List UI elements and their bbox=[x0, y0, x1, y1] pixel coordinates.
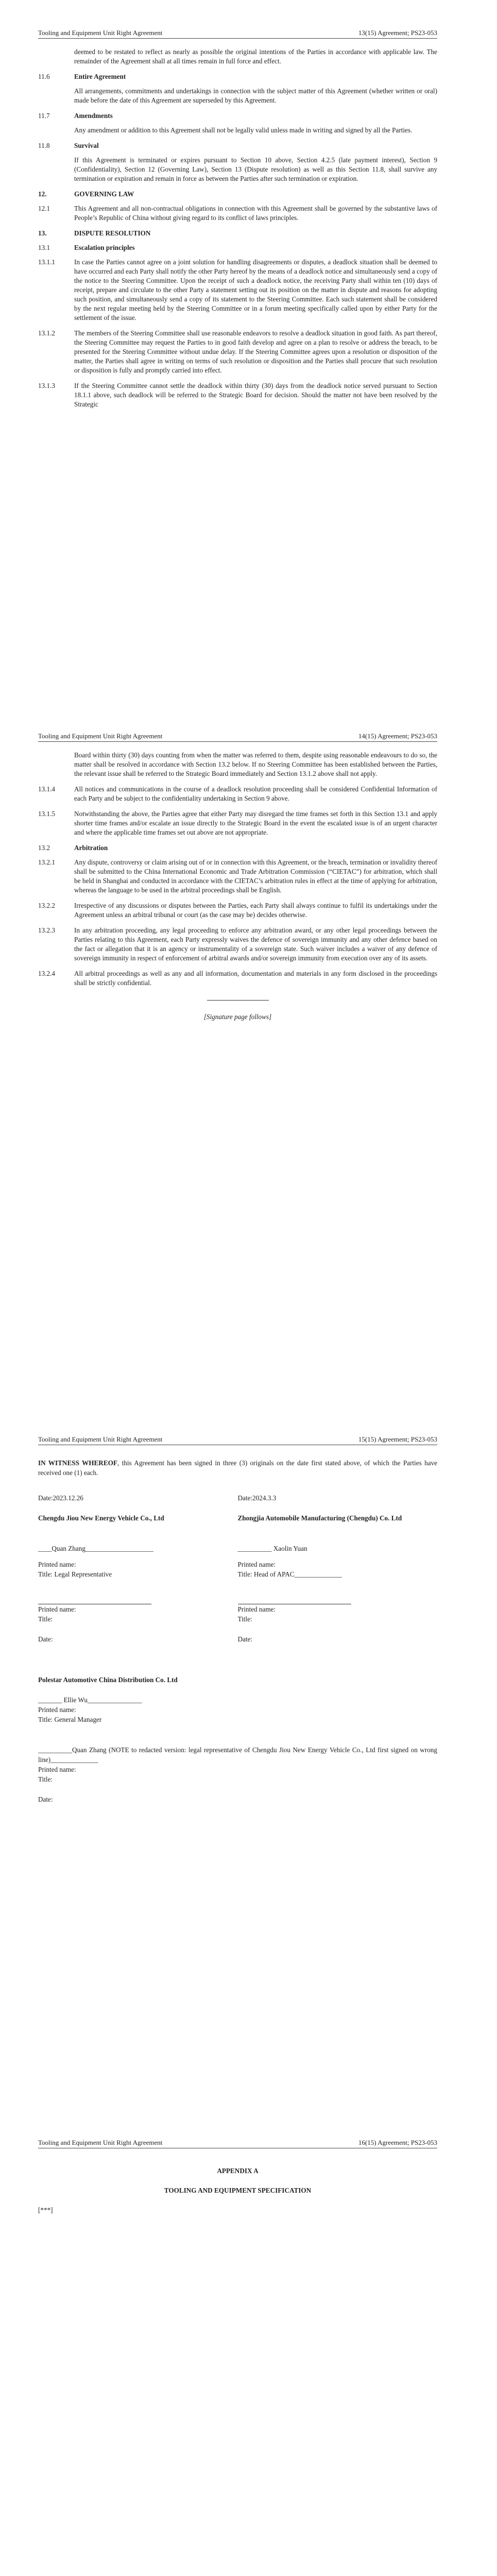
appendix-title: APPENDIX A bbox=[217, 2167, 259, 2175]
section-title: Survival bbox=[74, 142, 99, 149]
page-16 bbox=[0, 2110, 497, 2576]
title-right-2: Title: bbox=[237, 1615, 252, 1623]
appendix-subtitle: TOOLING AND EQUIPMENT SPECIFICATION bbox=[164, 2187, 312, 2194]
paragraph: All arbitral proceedings as well as any and all information, documentation and materials in any form disclosed in the proceedings shall be strictly confidential. bbox=[74, 970, 437, 987]
title-3: Title: General Manager bbox=[38, 1716, 102, 1723]
printed-name-3: Printed name: bbox=[38, 1706, 76, 1714]
section-number: 12.1 bbox=[38, 205, 50, 212]
header-page-number: 13(15) Agreement; PS23-053 bbox=[358, 29, 437, 37]
header-title: Tooling and Equipment Unit Right Agreement bbox=[38, 2139, 163, 2146]
signature-4: __________Quan Zhang (NOTE to redacted version: legal representative of Chengdu Jiou New Energy Vehicle Co., Ltd first signed on wrong line)______________ bbox=[38, 1746, 437, 1764]
signature-line bbox=[38, 1598, 151, 1604]
printed-name-4: Printed name: bbox=[38, 1766, 76, 1773]
title-right: Title: Head of APAC______________ bbox=[237, 1570, 342, 1578]
divider-wrap bbox=[38, 994, 437, 1003]
paragraph: deemed to be restated to reflect as nearly as possible the original intentions of the Parties in accordance with applicable law. The remainder of the Agreement shall at all times remain in full force and effect. bbox=[74, 48, 437, 65]
party-right: Zhongjia Automobile Manufacturing (Chengdu) Co. Ltd bbox=[237, 1514, 402, 1522]
section-title: GOVERNING LAW bbox=[74, 190, 134, 198]
signature-page-note: [Signature page follows] bbox=[203, 1013, 272, 1021]
section-title: Entire Agreement bbox=[74, 73, 126, 80]
date-right: Date:2024.3.3 bbox=[237, 1494, 277, 1502]
page-14 bbox=[0, 703, 497, 1406]
date-blank-right: Date: bbox=[237, 1635, 253, 1643]
paragraph: If this Agreement is terminated or expires pursuant to Section 10 above, Section 4.2.5 (late payment interest), Section 9 (Confidentiality), Section 12 (Governing Law), Section 13 (Dispute resolution) as well as this Section 11.8, shall survive any termination or expiration and remain in force as between the Parties after such termination or expiration. bbox=[74, 156, 437, 182]
section-title: Escalation principles bbox=[74, 244, 135, 251]
signature-right: __________ Xaolin Yuan bbox=[237, 1545, 307, 1552]
title-left-2: Title: bbox=[38, 1615, 53, 1623]
paragraph: All notices and communications in the course of a deadlock resolution proceeding shall be considered Confidential Information of each Party and be subject to the confidentiality undertaking in Section 9 above. bbox=[74, 785, 437, 802]
paragraph: If the Steering Committee cannot settle the deadlock within thirty (30) days from the deadlock notice served pursuant to Section 18.1.1 above, such deadlock will be referred to the Strategic Board for decision. Should the matter not have been resolved by the Strategic bbox=[74, 382, 437, 408]
page-header bbox=[38, 1435, 437, 1445]
section-number: 11.7 bbox=[38, 112, 50, 120]
witness-bold: IN WITNESS WHEREOF bbox=[38, 1459, 117, 1467]
printed-name-left: Printed name: bbox=[38, 1561, 76, 1568]
date-blank-left: Date: bbox=[38, 1635, 53, 1643]
section-title: Amendments bbox=[74, 112, 113, 120]
page-header bbox=[38, 29, 437, 39]
section-number: 13.1 bbox=[38, 244, 50, 251]
section-number: 13.1.1 bbox=[38, 258, 55, 266]
page-header bbox=[38, 732, 437, 742]
party-3: Polestar Automotive China Distribution Co. Ltd bbox=[38, 1676, 178, 1684]
redacted-content: [***] bbox=[38, 2206, 53, 2214]
section-number: 13.1.3 bbox=[38, 382, 55, 389]
section-title: DISPUTE RESOLUTION bbox=[74, 229, 151, 237]
witness-clause bbox=[38, 1458, 437, 1478]
section-number: 13.2.3 bbox=[38, 926, 55, 934]
party-left: Chengdu Jiou New Energy Vehicle Co., Ltd bbox=[38, 1514, 164, 1522]
printed-name-right-2: Printed name: bbox=[237, 1605, 276, 1613]
section-title: Arbitration bbox=[74, 844, 108, 852]
signature-3: _______ Ellie Wu________________ bbox=[38, 1696, 142, 1704]
page-15 bbox=[0, 1406, 497, 2110]
section-number: 13.1.2 bbox=[38, 329, 55, 337]
paragraph: The members of the Steering Committee shall use reasonable endeavors to resolve a deadlock situation in good faith. As part thereof, the Steering Committee may request the Parties to in good faith develop and agree on a plan to resolve or address the breach, to be presented for the Steering Committee without undue delay. If the Steering Committee agrees upon a resolution or disposition of the matter, the Parties shall agree in writing on terms of such resolution or disposition and the Parties shall procure that such resolution or disposition is fully and promptly carried into effect. bbox=[74, 329, 437, 374]
header-title: Tooling and Equipment Unit Right Agreement bbox=[38, 29, 163, 37]
paragraph: Any dispute, controversy or claim arising out of or in connection with this Agreement, or the breach, termination or invalidity thereof shall be submitted to the China International Economic and Trade Arbitration Commission (“CIETAC”) for arbitration, which shall be held in Shanghai and conducted in accordance with the CIETAC’s arbitration rules in effect at the time of applying for arbitration, whereas the language to be used in the arbitral proceedings shall be English. bbox=[74, 858, 437, 894]
witness-text: , this Agreement has been signed in three (3) originals on the date first stated above, of which the Parties have received one (1) each. bbox=[38, 1459, 437, 1477]
section-number: 13.2 bbox=[38, 844, 50, 852]
printed-name-left-2: Printed name: bbox=[38, 1605, 76, 1613]
header-title: Tooling and Equipment Unit Right Agreement bbox=[38, 732, 163, 740]
date-left: Date:2023.12.26 bbox=[38, 1494, 83, 1502]
paragraph: This Agreement and all non-contractual obligations in connection with this Agreement shall be governed by the substantive laws of People’s Republic of China without giving regard to its conflict of laws principles. bbox=[74, 205, 437, 222]
paragraph: In case the Parties cannot agree on a joint solution for handling disagreements or disputes, a deadlock situation shall be deemed to have occurred and each Party shall notify the other Party hereof by the means of a deadlock notice and simultaneously send a copy of the notice to the Steering Committee. Upon the receipt of such a deadlock notice, the receiving Party shall within ten (10) days of receipt, prepare and circulate to the other Party a statement setting out its position on the matter in dispute and reasons for adopting such position, and simultaneously send a copy of its statement to the Steering Committee. Each such statement shall be considered by the next regular meeting held by the Steering Committee or in a forum meeting specifically called upon by either Party for the settlement of the issue. bbox=[74, 258, 437, 321]
section-number: 11.6 bbox=[38, 73, 50, 80]
section-number: 13.2.2 bbox=[38, 902, 55, 909]
paragraph: Any amendment or addition to this Agreement shall not be legally valid unless made in writing and signed by all the Parties. bbox=[74, 126, 413, 134]
section-number: 12. bbox=[38, 190, 47, 198]
section-number: 13. bbox=[38, 229, 47, 237]
section-number: 13.1.5 bbox=[38, 810, 55, 818]
title-left: Title: Legal Representative bbox=[38, 1570, 112, 1578]
divider bbox=[207, 1000, 269, 1001]
section-number: 13.2.4 bbox=[38, 970, 55, 977]
header-page-number: 15(15) Agreement; PS23-053 bbox=[358, 1435, 437, 1443]
date-4: Date: bbox=[38, 1795, 53, 1803]
header-title: Tooling and Equipment Unit Right Agreement bbox=[38, 1435, 163, 1443]
section-number: 11.8 bbox=[38, 142, 50, 149]
paragraph: Notwithstanding the above, the Parties agree that either Party may disregard the time frames set forth in this Section 13.1 and apply shorter time frames and/or escalate an issue directly to the Strategic Board in the event the escalated issue is of an urgent character and where the applicable time frames set out above are not appropriate. bbox=[74, 810, 437, 836]
paragraph: All arrangements, commitments and undertakings in connection with the subject matter of this Agreement (whether written or oral) made before the date of this Agreement are superseded by this Agreement. bbox=[74, 87, 437, 104]
section-number: 13.2.1 bbox=[38, 858, 55, 866]
signature-left: ____Quan Zhang____________________ bbox=[38, 1545, 153, 1552]
paragraph: Irrespective of any discussions or disputes between the Parties, each Party shall always continue to fulfil its undertakings under the Agreement unless an arbitral tribunal or court (as the case may be) decides otherwise. bbox=[74, 902, 437, 919]
header-page-number: 16(15) Agreement; PS23-053 bbox=[358, 2139, 437, 2146]
page-13 bbox=[0, 0, 497, 703]
section-number: 13.1.4 bbox=[38, 785, 55, 793]
paragraph: Board within thirty (30) days counting from when the matter was referred to them, despite using reasonable endeavours to do so, the matter shall be resolved in accordance with Section 13.2 below. If no Steering Committee has been established between the Parties, the relevant issue shall be referred to the Strategic Board immediately and Section 13.1.2 above shall not apply. bbox=[74, 751, 437, 777]
printed-name-right: Printed name: bbox=[237, 1561, 276, 1568]
title-4: Title: bbox=[38, 1775, 53, 1783]
paragraph: In any arbitration proceeding, any legal proceeding to enforce any arbitration award, or any other legal proceedings between the Parties relating to this Agreement, each Party expressly waives the defence of sovereign immunity and any other defence based on the fact or allegation that it is an agency or instrumentality of a sovereign state. Such waiver includes a waiver of any defence of sovereign immunity in respect of enforcement of arbitral awards and/or sovereign immunity from execution over any of its assets. bbox=[74, 926, 437, 962]
header-page-number: 14(15) Agreement; PS23-053 bbox=[358, 732, 437, 740]
signature-line bbox=[238, 1598, 351, 1604]
page-header bbox=[38, 2139, 437, 2148]
